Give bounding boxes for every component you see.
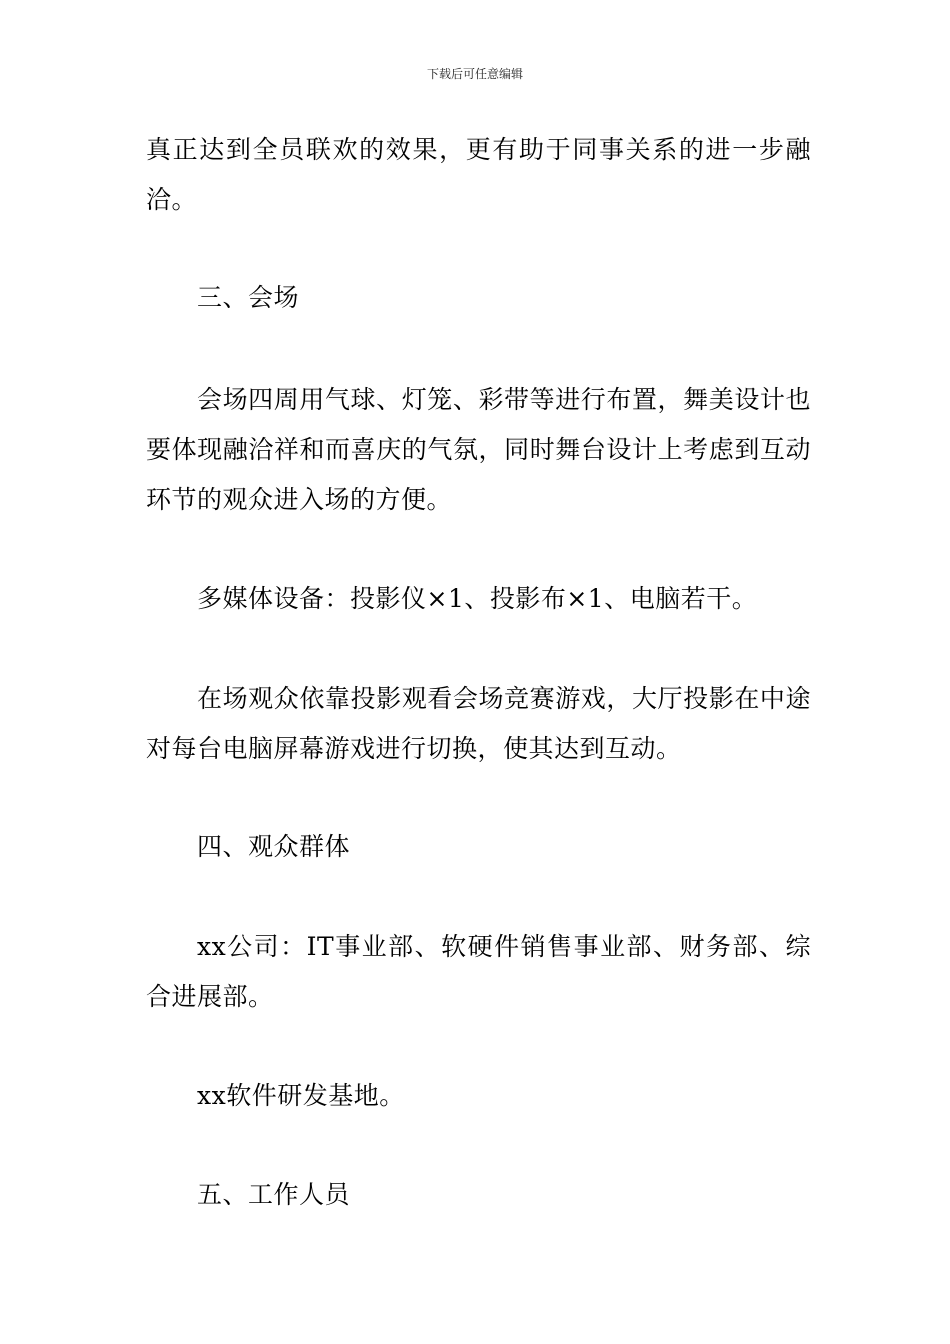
paragraph-audience-projection: 在场观众依靠投影观看会场竞赛游戏，大厅投影在中途对每台电脑屏幕游戏进行切换，使其达到互动。 bbox=[146, 684, 811, 763]
paragraph-multimedia-equipment: 多媒体设备：投影仪×1、投影布×1、电脑若干。 bbox=[197, 584, 758, 613]
paragraph-software-base: xx软件研发基地。 bbox=[197, 1081, 405, 1110]
page-header-note: 下载后可任意编辑 bbox=[426, 67, 523, 81]
paragraph-company-departments: xx公司：IT事业部、软硬件销售事业部、财务部、综合进展部。 bbox=[146, 932, 811, 1011]
section-heading-venue: 三、会场 bbox=[197, 283, 300, 312]
paragraph-venue-decoration: 会场四周用气球、灯笼、彩带等进行布置，舞美设计也要体现融洽祥和而喜庆的气氛，同时舞台设计上考虑到互动环节的观众进入场的方便。 bbox=[146, 385, 811, 514]
paragraph-continuation: 真正达到全员联欢的效果，更有助于同事关系的进一步融洽。 bbox=[146, 135, 811, 214]
section-heading-staff: 五、工作人员 bbox=[197, 1180, 351, 1209]
section-heading-audience: 四、观众群体 bbox=[197, 832, 351, 861]
